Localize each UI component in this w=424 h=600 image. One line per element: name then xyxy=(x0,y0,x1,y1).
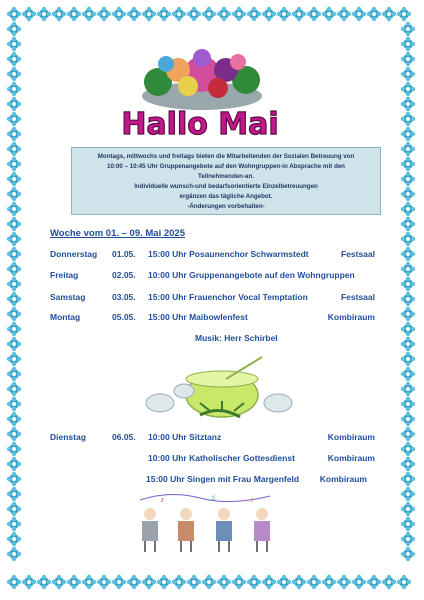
event-day: Samstag xyxy=(50,292,86,302)
border-flower xyxy=(401,112,415,126)
border-flower xyxy=(292,575,306,589)
event-text: 10:00 Uhr Sitztanz xyxy=(148,432,222,442)
border-flower xyxy=(112,575,126,589)
border-flower xyxy=(7,262,21,276)
border-flower xyxy=(82,575,96,589)
border-flower xyxy=(7,97,21,111)
border-flower xyxy=(157,7,171,21)
border-flower xyxy=(22,7,36,21)
info-line: Montags, mittwochs und freitags bieten die Mitarbeitenden der Sozialen Betreuung von xyxy=(97,153,355,160)
music-note: Musik: Herr Schirbel xyxy=(195,333,278,343)
event-date: 06.05. xyxy=(112,432,136,442)
border-flower xyxy=(127,575,141,589)
border-flower xyxy=(401,97,415,111)
border-flower xyxy=(401,532,415,546)
border-flower xyxy=(7,187,21,201)
border-flower xyxy=(7,382,21,396)
headline xyxy=(110,104,290,144)
border-flower xyxy=(401,382,415,396)
event-row xyxy=(50,249,375,263)
event-row xyxy=(50,432,375,446)
border-flower xyxy=(7,157,21,171)
border-flower xyxy=(7,547,21,561)
border-flower xyxy=(401,457,415,471)
border-flower xyxy=(401,337,415,351)
border-flower xyxy=(401,322,415,336)
border-flower xyxy=(202,7,216,21)
border-flower xyxy=(37,575,51,589)
event-row xyxy=(50,292,375,306)
event-room: Kombiraum xyxy=(327,312,375,322)
event-day: Montag xyxy=(50,312,81,322)
border-flower xyxy=(7,202,21,216)
info-line: Individuelle wunsch-und bedarfsorientierte Einzelbetreuungen xyxy=(134,183,318,190)
border-flower xyxy=(7,232,21,246)
border-flower xyxy=(7,337,21,351)
border-flower xyxy=(401,187,415,201)
info-line: 10:00 – 10:45 Uhr Gruppenangebote auf den Wohngruppen-in Absprache mit den xyxy=(107,163,345,170)
border-flower xyxy=(397,575,411,589)
border-flower xyxy=(401,127,415,141)
border-flower xyxy=(352,575,366,589)
event-date: 01.05. xyxy=(112,249,136,259)
event-row xyxy=(50,270,375,284)
border-flower xyxy=(401,37,415,51)
event-room: Kombiraum xyxy=(327,453,375,463)
border-flower xyxy=(401,442,415,456)
event-room: Kombiraum xyxy=(319,474,367,484)
border-flower xyxy=(7,322,21,336)
border-flower xyxy=(277,575,291,589)
border-flower xyxy=(7,517,21,531)
border-flower xyxy=(401,292,415,306)
svg-text:♪: ♪ xyxy=(160,495,164,504)
border-flower xyxy=(401,547,415,561)
border-flower xyxy=(401,397,415,411)
border-flower xyxy=(401,247,415,261)
border-flower xyxy=(401,277,415,291)
border-flower xyxy=(7,292,21,306)
event-day: Dienstag xyxy=(50,432,86,442)
border-flower xyxy=(202,575,216,589)
border-flower xyxy=(322,575,336,589)
border-flower xyxy=(401,367,415,381)
border-flower xyxy=(232,7,246,21)
border-flower xyxy=(247,7,261,21)
border-flower xyxy=(367,575,381,589)
border-flower xyxy=(7,112,21,126)
event-text: 10:00 Uhr Gruppenangebote auf den Wohngruppen xyxy=(148,270,355,280)
border-flower xyxy=(401,172,415,186)
border-flower xyxy=(352,7,366,21)
event-row xyxy=(50,474,375,488)
border-flower xyxy=(7,127,21,141)
border-flower xyxy=(112,7,126,21)
border-flower xyxy=(52,7,66,21)
border-flower xyxy=(7,7,21,21)
border-flower xyxy=(401,82,415,96)
border-flower xyxy=(217,7,231,21)
border-flower xyxy=(187,7,201,21)
border-flower xyxy=(401,157,415,171)
border-flower xyxy=(97,7,111,21)
event-date: 02.05. xyxy=(112,270,136,280)
border-flower xyxy=(7,472,21,486)
border-flower xyxy=(82,7,96,21)
border-flower xyxy=(7,532,21,546)
info-line: ergänzen das tägliche Angebot. xyxy=(179,193,273,200)
event-room: Festsaal xyxy=(340,292,375,302)
event-date: 03.05. xyxy=(112,292,136,302)
info-box xyxy=(71,147,381,215)
border-flower xyxy=(401,67,415,81)
border-flower xyxy=(337,575,351,589)
border-flower xyxy=(401,262,415,276)
singing-seniors-image xyxy=(130,492,285,554)
border-flower xyxy=(401,517,415,531)
border-flower xyxy=(401,352,415,366)
border-flower xyxy=(7,442,21,456)
border-flower xyxy=(52,575,66,589)
border-flower xyxy=(187,575,201,589)
border-flower xyxy=(277,7,291,21)
border-flower xyxy=(7,247,21,261)
event-text: 15:00 Uhr Posaunenchor Schwarmstedt xyxy=(148,249,309,259)
border-flower xyxy=(7,82,21,96)
border-flower xyxy=(401,412,415,426)
border-flower xyxy=(7,217,21,231)
event-room: Kombiraum xyxy=(327,432,375,442)
border-flower xyxy=(7,397,21,411)
border-flower xyxy=(337,7,351,21)
border-flower xyxy=(322,7,336,21)
border-flower xyxy=(401,142,415,156)
border-flower xyxy=(157,575,171,589)
border-flower xyxy=(7,487,21,501)
border-flower xyxy=(292,7,306,21)
svg-text:♪: ♪ xyxy=(250,495,254,504)
border-flower xyxy=(401,427,415,441)
border-flower xyxy=(247,575,261,589)
border-flower xyxy=(262,575,276,589)
event-text: 15:00 Uhr Maibowlenfest xyxy=(148,312,248,322)
event-row xyxy=(50,453,375,467)
event-text: 10:00 Uhr Katholischer Gottesdienst xyxy=(148,453,295,463)
border-flower xyxy=(367,7,381,21)
border-flower xyxy=(397,7,411,21)
border-flower xyxy=(401,232,415,246)
border-flower xyxy=(307,575,321,589)
event-text: 15:00 Uhr Singen mit Frau Margenfeld xyxy=(146,474,300,484)
info-line: Teilnehmenden-an. xyxy=(198,173,254,180)
event-row xyxy=(50,312,375,326)
border-flower xyxy=(401,22,415,36)
border-flower xyxy=(7,352,21,366)
border-flower xyxy=(401,307,415,321)
event-day: Donnerstag xyxy=(50,249,98,259)
border-flower xyxy=(307,7,321,21)
border-flower xyxy=(142,7,156,21)
border-flower xyxy=(401,52,415,66)
border-flower xyxy=(7,22,21,36)
border-flower xyxy=(7,307,21,321)
border-flower xyxy=(97,575,111,589)
border-flower xyxy=(401,472,415,486)
week-title: Woche vom 01. – 09. Mai 2025 xyxy=(50,228,186,239)
border-flower xyxy=(232,575,246,589)
border-flower xyxy=(382,7,396,21)
svg-text:Hallo Mai: Hallo Mai xyxy=(121,107,279,142)
border-flower xyxy=(7,277,21,291)
border-flower xyxy=(172,575,186,589)
event-text: 15:00 Uhr Frauenchor Vocal Temptation xyxy=(148,292,308,302)
border-flower xyxy=(7,67,21,81)
border-flower xyxy=(7,52,21,66)
border-flower xyxy=(172,7,186,21)
punch-bowl-image xyxy=(140,355,300,425)
border-flower xyxy=(401,502,415,516)
border-flower xyxy=(7,172,21,186)
info-line: -Änderungen vorbehalten- xyxy=(187,203,265,210)
event-day: Freitag xyxy=(50,270,79,280)
border-flower xyxy=(7,427,21,441)
border-flower xyxy=(67,575,81,589)
border-flower xyxy=(401,487,415,501)
border-flower xyxy=(7,367,21,381)
border-flower xyxy=(7,575,21,589)
border-flower xyxy=(401,217,415,231)
event-room: Festsaal xyxy=(340,249,375,259)
border-flower xyxy=(401,202,415,216)
border-flower xyxy=(7,457,21,471)
border-flower xyxy=(127,7,141,21)
border-flower xyxy=(7,37,21,51)
border-flower xyxy=(142,575,156,589)
border-flower xyxy=(37,7,51,21)
border-flower xyxy=(382,575,396,589)
border-flower xyxy=(217,575,231,589)
border-flower xyxy=(67,7,81,21)
border-flower xyxy=(7,142,21,156)
border-flower xyxy=(7,502,21,516)
border-flower xyxy=(22,575,36,589)
border-flower xyxy=(262,7,276,21)
event-date: 05.05. xyxy=(112,312,136,322)
border-flower xyxy=(7,412,21,426)
svg-text:♫: ♫ xyxy=(210,493,216,502)
